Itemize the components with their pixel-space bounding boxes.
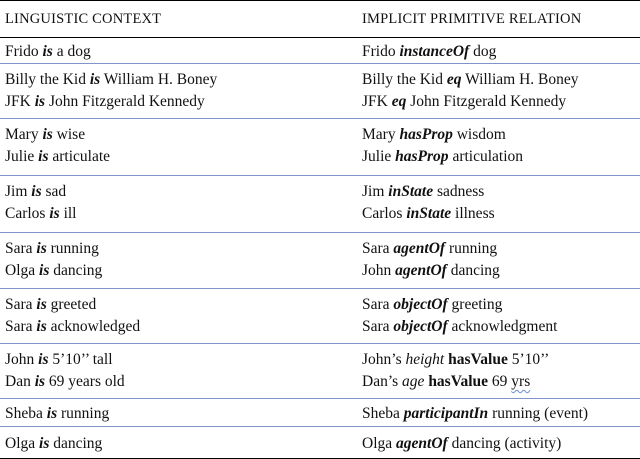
left-cell-line bbox=[5, 238, 99, 259]
relation-keyword: hasValue bbox=[448, 351, 508, 368]
header-implicit-primitive-relation: IMPLICIT PRIMITIVE RELATION bbox=[362, 11, 582, 27]
relation-keyword: objectOf bbox=[393, 296, 448, 313]
right-cell-line bbox=[362, 181, 484, 202]
left-cell-line bbox=[5, 260, 102, 281]
copula-keyword: is bbox=[34, 93, 46, 110]
object-text: a dog bbox=[52, 43, 91, 60]
subject-text: John bbox=[362, 262, 396, 279]
object-text: sadness bbox=[433, 183, 485, 200]
subject-text: Mary bbox=[362, 126, 400, 143]
copula-keyword: is bbox=[39, 435, 50, 452]
table-row bbox=[0, 399, 640, 427]
object-text: John Fitzgerald Kennedy bbox=[406, 93, 567, 110]
copula-keyword: is bbox=[31, 183, 42, 200]
left-cell-line bbox=[5, 294, 96, 315]
subject-text: Sara bbox=[5, 296, 37, 313]
right-cell-line bbox=[362, 146, 523, 167]
object-text: William H. Boney bbox=[461, 71, 579, 88]
object-text: William H. Boney bbox=[100, 71, 218, 88]
subject-text: Carlos bbox=[5, 205, 50, 222]
object-text: greeted bbox=[46, 296, 97, 313]
copula-keyword: is bbox=[34, 373, 46, 390]
right-cell-line bbox=[362, 69, 579, 90]
relation-keyword: agentOf bbox=[396, 435, 448, 452]
table-row bbox=[0, 64, 640, 119]
table-row bbox=[0, 427, 640, 459]
copula-keyword: is bbox=[49, 205, 60, 222]
object-text: 5’10’’ tall bbox=[48, 351, 113, 368]
relation-keyword: agentOf bbox=[395, 262, 447, 279]
object-text: acknowledged bbox=[46, 318, 141, 335]
subject-text: Olga bbox=[362, 435, 397, 452]
right-cell-line bbox=[362, 294, 502, 315]
header-linguistic-context: LINGUISTIC CONTEXT bbox=[5, 11, 162, 27]
subject-text: Sheba bbox=[362, 405, 404, 422]
subject-text: Sara bbox=[362, 296, 394, 313]
table-row bbox=[0, 119, 640, 176]
right-cell-line bbox=[362, 433, 561, 454]
relation-keyword: agentOf bbox=[393, 240, 446, 257]
subject-text: Mary bbox=[5, 126, 43, 143]
object-text: running bbox=[46, 240, 99, 257]
object-text: dancing (activity) bbox=[447, 435, 562, 452]
right-cell-line bbox=[362, 91, 566, 112]
right-cell-line bbox=[362, 238, 497, 259]
copula-keyword: is bbox=[39, 262, 50, 279]
object-text: acknowledgment bbox=[447, 318, 558, 335]
subject-text: Billy the Kid bbox=[5, 71, 90, 88]
object-text: dancing bbox=[49, 262, 103, 279]
object-text: wisdom bbox=[452, 126, 506, 143]
subject-text: Sara bbox=[362, 240, 394, 257]
left-cell-line bbox=[5, 203, 76, 224]
relation-keyword: objectOf bbox=[393, 318, 448, 335]
left-cell-line bbox=[5, 403, 109, 424]
object-text: wise bbox=[52, 126, 86, 143]
object-text: John Fitzgerald Kennedy bbox=[45, 93, 205, 110]
object-text: dog bbox=[469, 43, 497, 60]
copula-keyword: is bbox=[38, 148, 49, 165]
subject-text: Julie bbox=[5, 148, 39, 165]
left-cell-line bbox=[5, 41, 91, 62]
object-text: dancing bbox=[446, 262, 500, 279]
object-text: articulation bbox=[448, 148, 524, 165]
object-text: articulate bbox=[48, 148, 111, 165]
object-text: running bbox=[445, 240, 498, 257]
left-cell-line bbox=[5, 69, 217, 90]
object-text: illness bbox=[451, 205, 495, 222]
table-row bbox=[0, 233, 640, 289]
left-cell-line bbox=[5, 349, 113, 370]
subject-text: Sara bbox=[362, 318, 394, 335]
copula-keyword: is bbox=[36, 318, 47, 335]
copula-keyword: is bbox=[36, 296, 47, 313]
subject-text: John bbox=[5, 351, 39, 368]
left-cell-line bbox=[5, 316, 140, 337]
left-cell-line bbox=[5, 124, 85, 145]
copula-keyword: is bbox=[36, 240, 47, 257]
relation-keyword: inState bbox=[406, 205, 452, 222]
subject-text: Olga bbox=[5, 262, 40, 279]
left-cell-line bbox=[5, 146, 110, 167]
subject-text: Dan’s bbox=[362, 373, 403, 390]
object-text: 5’10’’ bbox=[507, 351, 550, 368]
copula-keyword: is bbox=[42, 43, 53, 60]
subject-text: Sara bbox=[5, 240, 37, 257]
right-cell-line bbox=[362, 203, 495, 224]
left-cell-line bbox=[5, 371, 125, 392]
subject-text: Billy the Kid bbox=[362, 71, 447, 88]
subject-text: Frido bbox=[5, 43, 43, 60]
right-cell-line bbox=[362, 124, 506, 145]
copula-keyword: is bbox=[46, 405, 58, 422]
object-text: running bbox=[57, 405, 110, 422]
subject-text: Frido bbox=[362, 43, 400, 60]
right-cell-line bbox=[362, 41, 496, 62]
object-text: sad bbox=[41, 183, 67, 200]
table-header bbox=[0, 0, 640, 38]
table-row bbox=[0, 38, 640, 64]
right-cell-line bbox=[362, 371, 530, 392]
right-cell-line bbox=[362, 316, 557, 337]
copula-keyword: is bbox=[38, 351, 49, 368]
table-row bbox=[0, 289, 640, 344]
subject-text: JFK bbox=[362, 93, 392, 110]
relation-keyword: eq bbox=[446, 71, 462, 88]
object-text: ill bbox=[59, 205, 77, 222]
left-cell-line bbox=[5, 91, 205, 112]
object-text: 69 bbox=[488, 373, 512, 390]
left-cell-line bbox=[5, 433, 102, 454]
left-cell-line bbox=[5, 181, 66, 202]
subject-text: Julie bbox=[362, 148, 396, 165]
relation-keyword: instanceOf bbox=[399, 43, 470, 60]
subject-text: Jim bbox=[5, 183, 32, 200]
right-cell-line bbox=[362, 403, 588, 424]
object-text: 69 years old bbox=[45, 373, 125, 390]
copula-keyword: is bbox=[89, 71, 101, 88]
table-row bbox=[0, 176, 640, 233]
relation-keyword: eq bbox=[391, 93, 407, 110]
table-row bbox=[0, 344, 640, 399]
object-text: dancing bbox=[49, 435, 103, 452]
flagged-word: yrs bbox=[511, 373, 531, 390]
right-cell-line bbox=[362, 349, 549, 370]
relation-keyword: inState bbox=[388, 183, 434, 200]
copula-keyword: is bbox=[42, 126, 53, 143]
subject-text: Jim bbox=[362, 183, 389, 200]
relation-keyword: hasValue bbox=[428, 373, 489, 390]
object-text: running (event) bbox=[488, 405, 589, 422]
subject-text: Sheba bbox=[5, 405, 47, 422]
subject-text: Carlos bbox=[362, 205, 407, 222]
subject-text: John’s bbox=[362, 351, 406, 368]
subject-text: Sara bbox=[5, 318, 37, 335]
relation-keyword: participantIn bbox=[403, 405, 489, 422]
relation-keyword: hasProp bbox=[395, 148, 449, 165]
attribute-text: height bbox=[405, 351, 445, 368]
subject-text: JFK bbox=[5, 93, 35, 110]
object-text: greeting bbox=[447, 296, 503, 313]
right-cell-line bbox=[362, 260, 500, 281]
subject-text: Olga bbox=[5, 435, 40, 452]
relation-keyword: hasProp bbox=[399, 126, 453, 143]
attribute-text: age bbox=[402, 373, 425, 390]
subject-text: Dan bbox=[5, 373, 35, 390]
